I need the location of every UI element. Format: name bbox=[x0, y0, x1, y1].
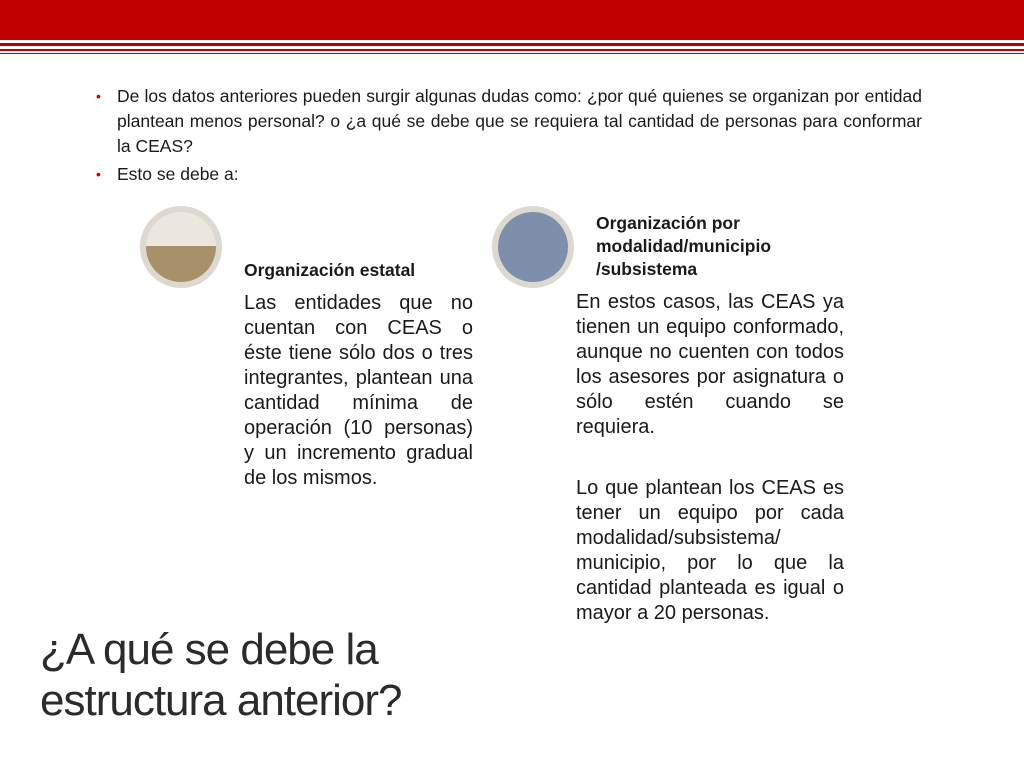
section-heading-modalidad: Organización por modalidad/municipio /subsistema bbox=[596, 213, 772, 279]
filled-circle-icon bbox=[492, 206, 574, 288]
bullet-item: • Esto se debe a: bbox=[96, 162, 922, 187]
half-filled-circle-icon bbox=[140, 206, 222, 288]
top-red-bar bbox=[0, 0, 1024, 40]
section-text-modalidad: En estos casos, las CEAS ya tienen un equipo conformado, aunque no cuenten con todos los asesores por asignatura o sólo estén cuando se requiera. bbox=[576, 291, 844, 438]
section-text-estatal: Las entidades que no cuentan con CEAS o éste tiene sólo dos o tres integrantes, plantean una cantidad mínima de operación (10 personas) y un incremento gradual de los mismos. bbox=[244, 292, 473, 489]
bullet-dot-icon: • bbox=[96, 88, 101, 104]
bullet-dot-icon: • bbox=[96, 166, 101, 182]
header-rule bbox=[0, 43, 1024, 46]
header-rule bbox=[0, 53, 1024, 54]
bullet-list bbox=[96, 84, 922, 190]
slide-title: ¿A qué se debe la estructura anterior? bbox=[40, 625, 402, 725]
section-text-modalidad: Lo que plantean los CEAS es tener un equipo por cada modalidad/subsistema/ municipio, por lo que la cantidad planteada es igual o mayor a 20 personas. bbox=[576, 477, 844, 624]
bullet-item: • De los datos anteriores pueden surgir algunas dudas como: ¿por qué quienes se organizan por entidad plantean menos personal? o ¿a qué se debe que se requiera tal cantidad de personas para conformar la CEAS? bbox=[96, 86, 922, 156]
section-heading-estatal: Organización estatal bbox=[244, 260, 416, 280]
header-rule bbox=[0, 49, 1024, 51]
